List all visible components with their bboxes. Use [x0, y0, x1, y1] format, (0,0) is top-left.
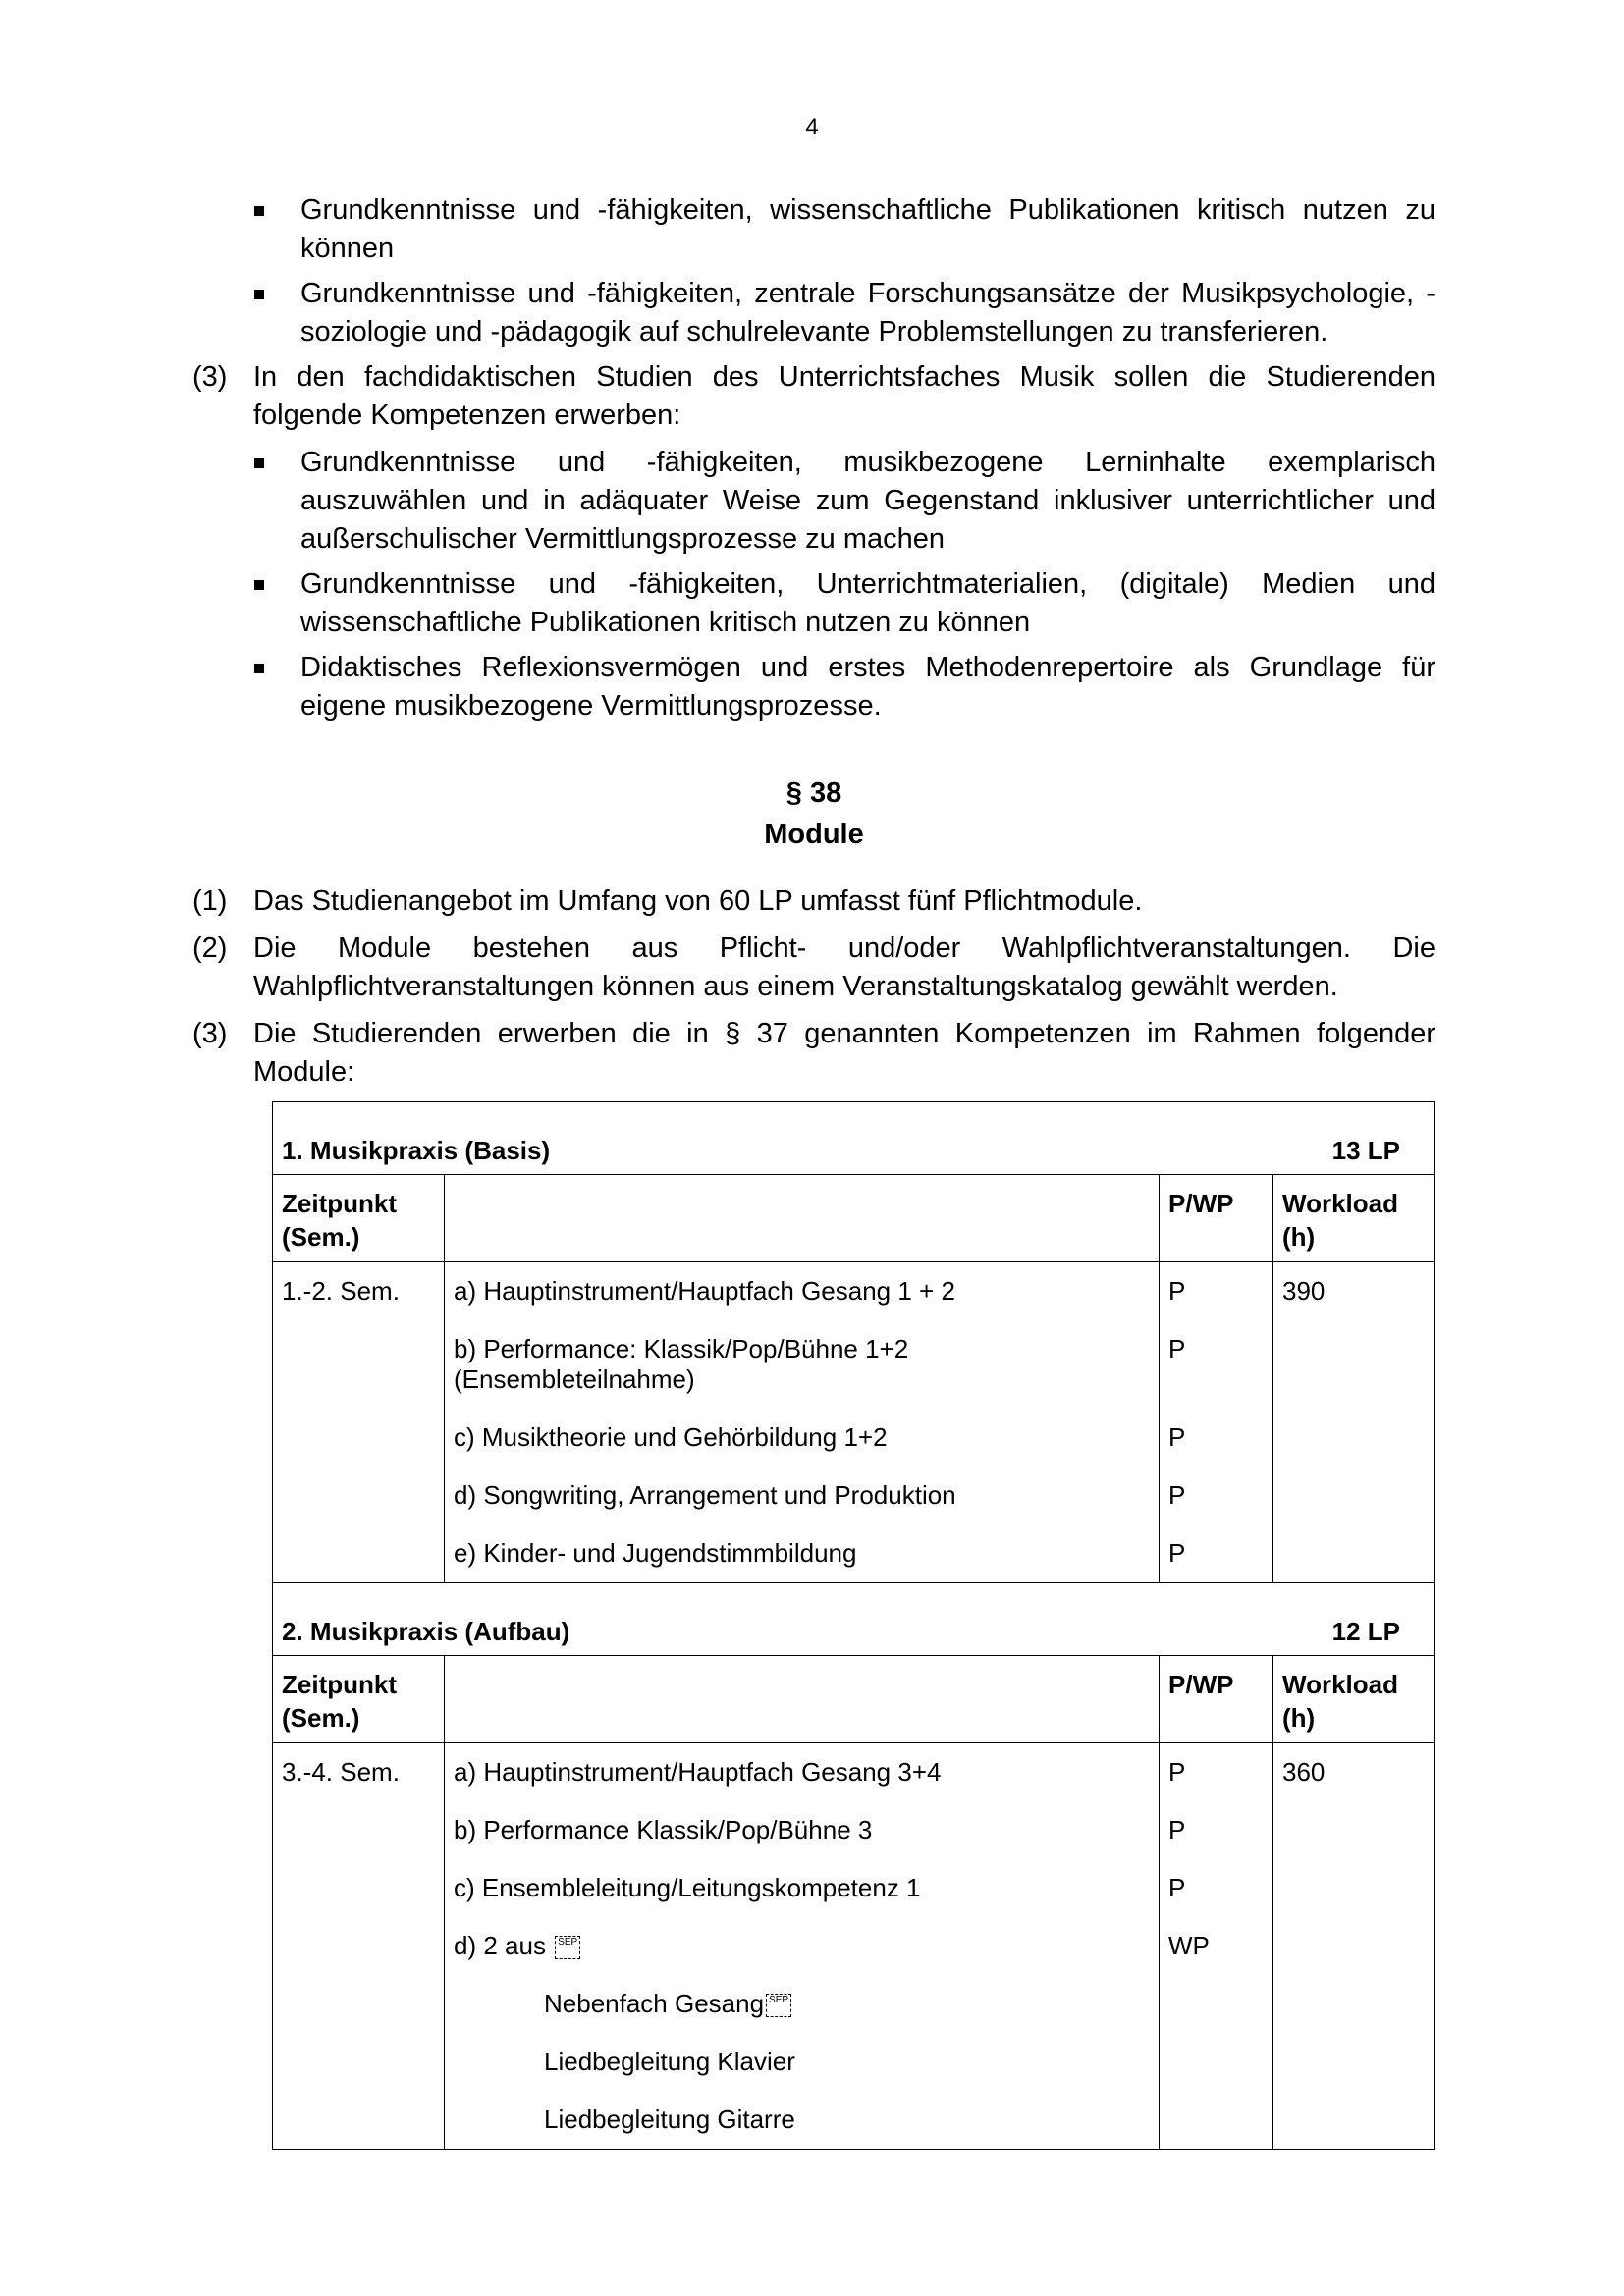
paragraph-text: Das Studienangebot im Umfang von 60 LP umfasst fünf Pflichtmodule. — [253, 885, 1143, 917]
header-pwp: P/WP — [1160, 1175, 1273, 1262]
pwp-cell: P — [1160, 1467, 1273, 1524]
table-header-row — [273, 1656, 1435, 1743]
sep-icon: SEP — [766, 1994, 791, 2017]
item-cell: b) Performance: Klassik/Pop/Bühne 1+2 (Ensembleteilnahme) — [445, 1320, 1160, 1409]
paragraph-number: (3) — [192, 1018, 228, 1049]
didaktik-bullet-list — [192, 444, 1435, 725]
pwp-cell: WP — [1160, 1917, 1273, 1975]
list-item: Grundkenntnisse und -fähigkeiten, zentrale Forschungsansätze der Musikpsychologie, -soziologie und -pädagogik auf schulrelevante Problemstellungen zu transferieren. — [300, 275, 1435, 351]
item-cell — [445, 1917, 1160, 1975]
list-item: Grundkenntnisse und -fähigkeiten, wissenschaftliche Publikationen kritisch nutzen zu können — [300, 191, 1435, 268]
sub-item-cell: Liedbegleitung Klavier — [445, 2033, 1160, 2091]
table-row — [273, 1917, 1435, 1975]
paragraph-text: Die Module bestehen aus Pflicht- und/oder Wahlpflichtveranstaltungen. Die Wahlpflichtveranstaltungen können aus einem Veranstaltungskatalog gewählt werden. — [253, 933, 1435, 1002]
table-row — [273, 1467, 1435, 1524]
section-heading — [192, 773, 1435, 855]
pwp-cell: P — [1160, 1524, 1273, 1583]
list-item: Grundkenntnisse und -fähigkeiten, Unterrichtmaterialien, (digitale) Medien und wissenschaftliche Publikationen kritisch nutzen zu können — [300, 565, 1435, 642]
module-title: 2. Musikpraxis (Aufbau) — [282, 1617, 570, 1646]
item-label: d) 2 aus — [454, 1931, 546, 1960]
page-number: 4 — [805, 114, 819, 140]
item-cell: a) Hauptinstrument/Hauptfach Gesang 3+4 — [445, 1743, 1160, 1802]
module-table — [272, 1101, 1435, 2150]
table-row — [273, 1743, 1435, 1802]
paragraph-3-didaktik — [192, 358, 1435, 435]
header-pwp: P/WP — [1160, 1656, 1273, 1743]
item-cell: d) Songwriting, Arrangement und Produktion — [445, 1467, 1160, 1524]
list-item: Didaktisches Reflexionsvermögen und erstes Methodenrepertoire als Grundlage für eigene musikbezogene Vermittlungsprozesse. — [300, 649, 1435, 725]
table-row — [273, 1524, 1435, 1583]
module-lp: 12 LP — [1331, 1617, 1400, 1646]
table-header-row — [273, 1175, 1435, 1262]
list-item: Grundkenntnisse und -fähigkeiten, musikbezogene Lerninhalte exemplarisch auszuwählen und in adäquater Weise zum Gegenstand inklusiver unterrichtlicher und außerschulischer Vermittlungsprozesse zu machen — [300, 444, 1435, 559]
paragraph-number: (3) — [192, 361, 228, 393]
pwp-cell: P — [1160, 1801, 1273, 1859]
table-row — [273, 1975, 1435, 2033]
module-title-row — [273, 1583, 1435, 1656]
zeitpunkt-cell: 1.-2. Sem. — [273, 1262, 445, 1321]
section-paragraph-1 — [192, 882, 1435, 921]
document-body — [192, 191, 1435, 1100]
paragraph-number: (2) — [192, 933, 228, 964]
header-blank — [445, 1175, 1160, 1262]
paragraph-text: Die Studierenden erwerben die in § 37 genannten Kompetenzen im Rahmen folgender Module: — [253, 1018, 1435, 1088]
workload-cell: 360 — [1273, 1743, 1435, 1802]
header-workload: Workload (h) — [1273, 1656, 1435, 1743]
header-workload: Workload (h) — [1273, 1175, 1435, 1262]
table-row — [273, 1320, 1435, 1409]
sub-item-cell: Liedbegleitung Gitarre — [445, 2091, 1160, 2150]
intro-bullet-list — [192, 191, 1435, 351]
item-cell: e) Kinder- und Jugendstimmbildung — [445, 1524, 1160, 1583]
pwp-cell: P — [1160, 1320, 1273, 1409]
table-row — [273, 1801, 1435, 1859]
table-row — [273, 2033, 1435, 2091]
item-cell: c) Musiktheorie und Gehörbildung 1+2 — [445, 1409, 1160, 1467]
section-title: Module — [764, 819, 864, 850]
section-number: § 38 — [785, 777, 842, 809]
item-cell: c) Ensembleleitung/Leitungskompetenz 1 — [445, 1859, 1160, 1917]
module-title: 1. Musikpraxis (Basis) — [282, 1136, 551, 1165]
item-cell: b) Performance Klassik/Pop/Bühne 3 — [445, 1801, 1160, 1859]
sep-icon: SEP — [555, 1936, 580, 1959]
section-paragraph-2 — [192, 930, 1435, 1006]
table-row — [273, 1859, 1435, 1917]
pwp-cell: P — [1160, 1262, 1273, 1321]
paragraph-text: In den fachdidaktischen Studien des Unterrichtsfaches Musik sollen die Studierenden folgende Kompetenzen erwerben: — [253, 361, 1435, 431]
paragraph-number: (1) — [192, 885, 228, 917]
pwp-cell: P — [1160, 1859, 1273, 1917]
table-row — [273, 1409, 1435, 1467]
zeitpunkt-cell: 3.-4. Sem. — [273, 1743, 445, 1802]
table-row — [273, 1262, 1435, 1321]
section-paragraph-3 — [192, 1015, 1435, 1092]
item-cell: a) Hauptinstrument/Hauptfach Gesang 1 + 2 — [445, 1262, 1160, 1321]
table-row — [273, 2091, 1435, 2150]
header-blank — [445, 1656, 1160, 1743]
module-title-row — [273, 1102, 1435, 1175]
header-zeitpunkt: Zeitpunkt (Sem.) — [273, 1656, 445, 1743]
workload-cell: 390 — [1273, 1262, 1435, 1321]
sub-item-label: Nebenfach Gesang — [544, 1989, 765, 2018]
module-lp: 13 LP — [1331, 1136, 1400, 1165]
pwp-cell: P — [1160, 1743, 1273, 1802]
sub-item-cell — [445, 1975, 1160, 2033]
header-zeitpunkt: Zeitpunkt (Sem.) — [273, 1175, 445, 1262]
pwp-cell: P — [1160, 1409, 1273, 1467]
